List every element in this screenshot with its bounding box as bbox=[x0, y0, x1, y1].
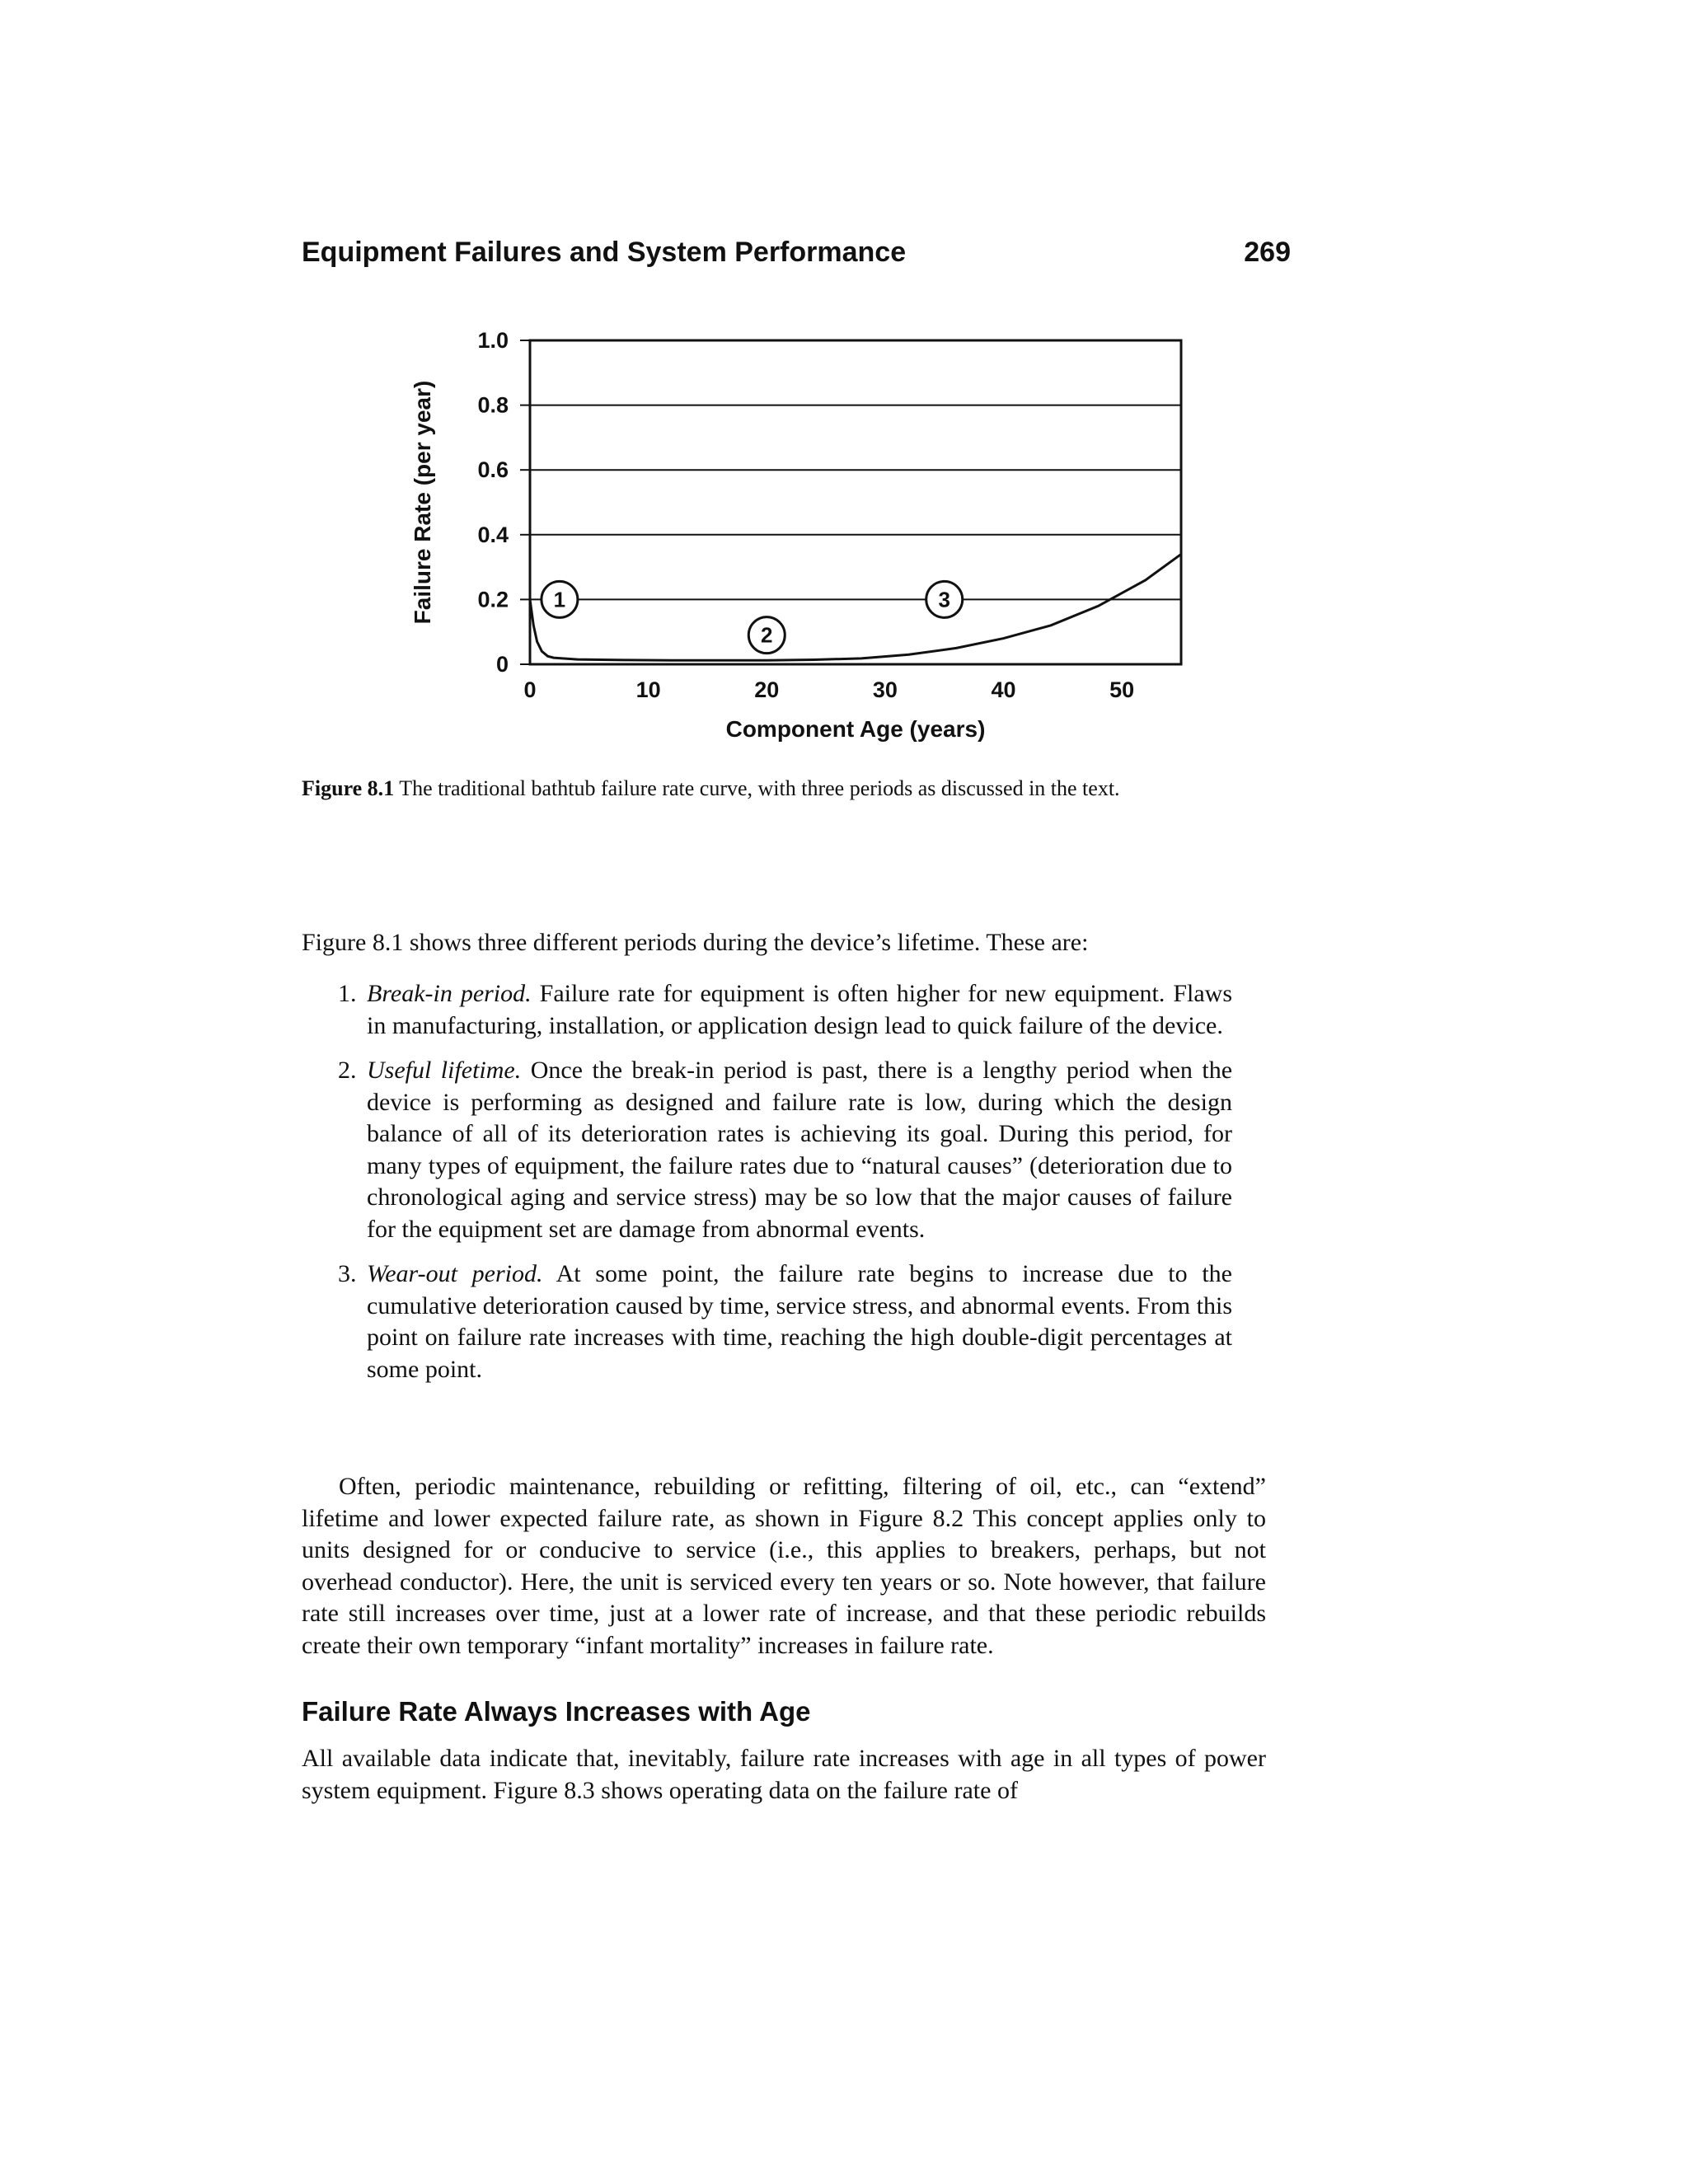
x-tick-label: 30 bbox=[872, 677, 898, 702]
list-item-text: At some point, the failure rate begins to increase due to the cumulative deterioration caused by time, service stress, and abnormal events. From this point on failure rate increases with time, reaching the high double-digit percentages at some point. bbox=[367, 1260, 1232, 1383]
y-tick-label: 1.0 bbox=[477, 328, 509, 353]
x-axis-ticks bbox=[523, 677, 1134, 702]
list-item-text: Once the break-in period is past, there is a lengthy period when the device is performing as designed and failure rate is low, during which the design balance of all of its deterioration rates is achieving its goal. During this period, for many types of equipment, the failure rates due to “natural causes” (deterioration due to chronological aging and service stress) may be so low that the major causes of failure for the equipment set are damage from abnormal events. bbox=[367, 1057, 1233, 1243]
x-tick-label: 10 bbox=[635, 677, 661, 702]
page-number: 269 bbox=[1244, 237, 1291, 268]
y-axis-ticks bbox=[477, 328, 530, 677]
list-item-term: Wear-out period. bbox=[367, 1260, 543, 1287]
list-item-number: 2. bbox=[338, 1057, 357, 1084]
list-item bbox=[338, 1055, 1233, 1245]
figure-label: Figure 8.1 bbox=[302, 776, 395, 800]
plot-frame bbox=[530, 340, 1181, 664]
figure-caption bbox=[302, 776, 1291, 801]
y-tick-label: 0 bbox=[495, 652, 509, 677]
list-item-number: 1. bbox=[338, 980, 357, 1007]
period-marker-label: 2 bbox=[761, 622, 773, 648]
y-axis-label: Failure Rate (per year) bbox=[410, 380, 435, 625]
y-tick-label: 0.6 bbox=[477, 457, 509, 483]
y-tick-label: 0.4 bbox=[477, 522, 509, 547]
list-item-text: Failure rate for equipment is often higher for new equipment. Flaws in manufacturing, installation, or application design lead to quick failure of the device. bbox=[367, 980, 1233, 1039]
list-item bbox=[338, 978, 1233, 1042]
periods-list bbox=[338, 978, 1232, 1399]
list-item-term: Break-in period. bbox=[367, 980, 532, 1007]
bathtub-curve-chart bbox=[396, 317, 1220, 754]
x-axis-label: Component Age (years) bbox=[725, 716, 986, 742]
chart-grid bbox=[530, 405, 1181, 600]
period-markers bbox=[542, 581, 963, 653]
list-item-term: Useful lifetime. bbox=[367, 1057, 522, 1084]
running-header-title: Equipment Failures and System Performance bbox=[302, 237, 907, 268]
y-tick-label: 0.2 bbox=[477, 587, 509, 612]
running-header bbox=[302, 237, 1291, 278]
section-paragraph: All available data indicate that, inevitably, failure rate increases with age in all types of power system equipment. Figure 8.3 shows operating data on the failure rate of bbox=[302, 1745, 1266, 1804]
maintenance-paragraph: Often, periodic maintenance, rebuilding or refitting, filtering of oil, etc., can “extend” lifetime and lower expected failure rate, as shown in Figure 8.2 This concept applies only to units designed for or conducive to service (i.e., this applies to breakers, perhaps, but not overhead conductor). Here, the unit is serviced every ten years or so. Note however, that failure rate still increases over time, just at a lower rate of increase, and that these periodic rebuilds create their own temporary “infant mortality” increases in failure rate. bbox=[302, 1473, 1266, 1659]
list-item-number: 3. bbox=[338, 1260, 357, 1287]
figure-caption-text: The traditional bathtub failure rate curve, with three periods as discussed in the text. bbox=[399, 776, 1120, 800]
failure-rate-curve bbox=[530, 554, 1181, 660]
x-tick-label: 20 bbox=[754, 677, 780, 702]
x-tick-label: 50 bbox=[1109, 677, 1135, 702]
intro-paragraph: Figure 8.1 shows three different periods during the device’s lifetime. These are: bbox=[302, 929, 1089, 956]
period-marker-label: 3 bbox=[938, 587, 950, 612]
x-tick-label: 0 bbox=[523, 677, 537, 702]
list-item bbox=[338, 1258, 1232, 1385]
y-tick-label: 0.8 bbox=[477, 392, 509, 418]
period-marker-label: 1 bbox=[553, 587, 566, 612]
section-heading: Failure Rate Always Increases with Age bbox=[302, 1696, 811, 1727]
x-tick-label: 40 bbox=[991, 677, 1016, 702]
